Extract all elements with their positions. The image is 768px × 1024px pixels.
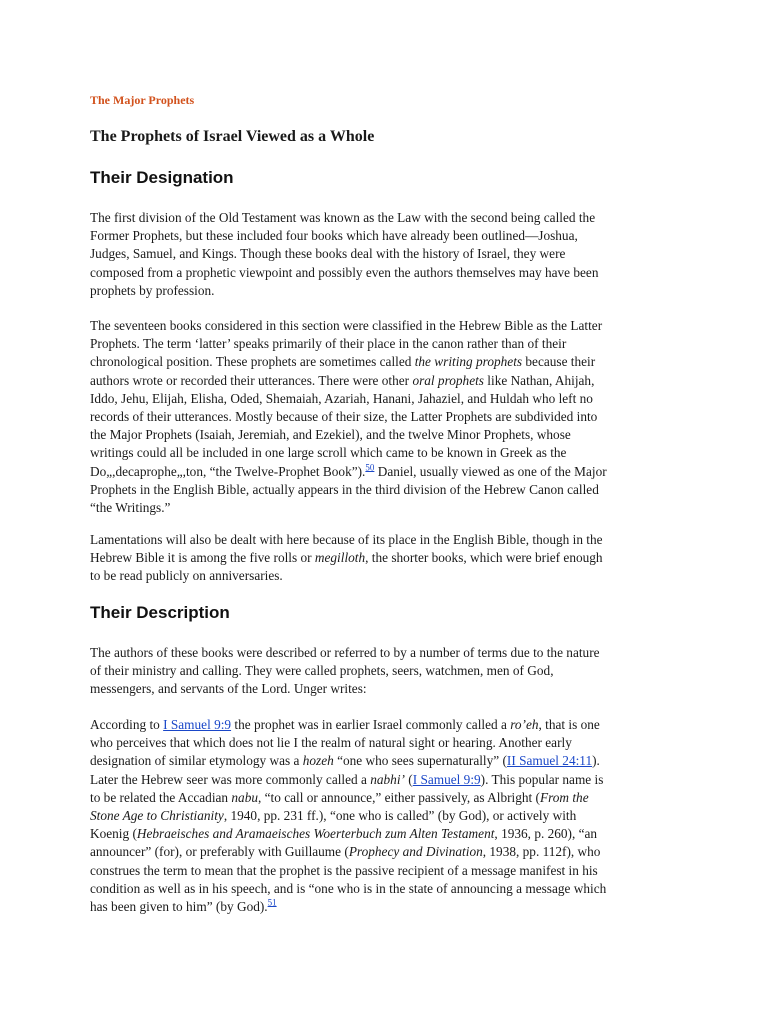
scripture-link[interactable]: II Samuel 24:11 — [506, 753, 593, 769]
text-line: construes the term to mean that the prophet is the passive recipient of a message manifest in his — [90, 862, 598, 878]
paragraph-designation-1 — [90, 209, 680, 300]
emphasis: hozeh — [302, 753, 334, 769]
text-line: Iddo, Jehu, Elijah, Elisha, Oded, Shemaiah, Azariah, Hanani, Jahaziel, and Huldah who left no — [90, 390, 593, 406]
text-line: Lamentations will also be dealt with here because of its place in the English Bible, though in the — [90, 532, 603, 547]
text-line: Do„,decaprophe„,ton, “the Twelve-Prophet Book”).$^{50}$ Daniel, usually viewed as one of the Major — [90, 462, 607, 479]
emphasis: Prophecy and Divination — [348, 844, 483, 860]
text-line: writings could all be included in one large scroll which came to be known in Greek as the — [90, 445, 567, 461]
text-line: Former Prophets, but these included four books which have already been outlined—Joshua, — [90, 228, 578, 244]
text-line: composed from a prophetic viewpoint and possibly even the authors themselves may have been — [90, 264, 599, 280]
text-line: records of their utterances. Mostly because of their size, the Latter Prophets are subdivided into — [90, 408, 598, 424]
emphasis: megilloth — [314, 550, 366, 566]
text-line: According to I Samuel 9:9 the prophet was in earlier Israel commonly called a ro’eh, that is one — [90, 717, 600, 732]
text-line: has been given to him” (by God).$^{51}$ — [90, 897, 277, 914]
text-line: The seventeen books considered in this section were classified in the Hebrew Bible as the Latter — [90, 318, 603, 333]
quoted-passage — [90, 716, 680, 916]
text-line: of their ministry and calling. They were called prophets, seers, watchmen, men of God, — [90, 663, 554, 679]
text-line: Prophets in the English Bible, actually appears in the third division of the Hebrew Canon called — [90, 481, 599, 497]
text-line: chronological position. These prophets are sometimes called the writing prophets because their — [90, 354, 596, 370]
text-line: The first division of the Old Testament was known as the Law with the second being called the — [90, 210, 596, 225]
scripture-link[interactable]: I Samuel 9:9 — [163, 717, 232, 732]
text-line: condition as well as in his speech, and is “one who is in the state of announcing a message which — [90, 880, 607, 896]
text-line: prophets by profession. — [90, 282, 215, 298]
text-line: messengers, and servants of the Lord. Unger writes: — [90, 681, 367, 697]
text-line: authors wrote or recorded their utterances. There were other oral prophets like Nathan, Ahijah, — [90, 372, 595, 388]
book-title: The Major Prophets — [90, 93, 195, 107]
emphasis: ro’eh — [510, 717, 539, 732]
text-line: designation of similar etymology was a hozeh “one who sees supernaturally” (II Samuel 24:11). — [90, 753, 600, 769]
footnote-link-51[interactable]: 51 — [267, 897, 277, 908]
text-line: Later the Hebrew seer was more commonly called a nabhi’ (I Samuel 9:9). This popular name is — [90, 771, 604, 787]
text-line: “the Writings.” — [90, 499, 171, 515]
text-line: Stone Age to Christianity, 1940, pp. 231 ff.), “one who is called” (by God), or actively with — [90, 807, 577, 823]
emphasis: oral prophets — [412, 372, 484, 388]
text-line: to be read publicly on anniversaries. — [90, 568, 283, 584]
chapter-title: The Prophets of Israel Viewed as a Whole — [90, 128, 375, 145]
text-line: announcer” (for), or preferably with Guillaume (Prophecy and Divination, 1938, pp. 112f), who — [90, 844, 601, 860]
emphasis: Stone Age to Christianity — [90, 807, 224, 823]
emphasis: nabhi’ — [370, 771, 405, 787]
emphasis: From the — [539, 789, 589, 805]
emphasis: nabu — [231, 789, 258, 805]
text-line: who perceives that which does not lie I the realm of natural sight or hearing. Another early — [90, 735, 572, 751]
footnote-link-50[interactable]: 50 — [365, 462, 375, 473]
text-line: Hebrew Bible it is among the five rolls or megilloth, the shorter books, which were brief enough — [90, 550, 603, 566]
paragraph-description-1 — [90, 644, 680, 699]
text-line: Prophets. The term ‘latter’ speaks primarily of their place in the canon rather than of their — [90, 336, 567, 352]
text-line: Judges, Samuel, and Kings. Though these books deal with the history of Israel, they were — [90, 246, 566, 262]
text-line: the Major Prophets (Isaiah, Jeremiah, and Ezekiel), and the twelve Minor Prophets, whose — [90, 427, 571, 443]
section-heading-designation: Their Designation — [90, 168, 234, 187]
scripture-link[interactable]: I Samuel 9:9 — [412, 771, 481, 787]
text-line: The authors of these books were described or referred to by a number of terms due to the nature — [90, 645, 600, 660]
paragraph-designation-2 — [90, 317, 680, 517]
emphasis: Hebraeisches and Aramaeisches Woerterbuch zum Alten Testament — [136, 826, 495, 842]
emphasis: the writing prophets — [414, 354, 523, 370]
text-line: Koenig (Hebraeisches and Aramaeisches Woerterbuch zum Alten Testament, 1936, p. 260), “an — [90, 826, 598, 842]
section-heading-description: Their Description — [90, 603, 230, 622]
text-line: to be related the Accadian nabu, “to call or announce,” either passively, as Albright (From the — [90, 789, 589, 805]
paragraph-designation-3 — [90, 531, 680, 586]
